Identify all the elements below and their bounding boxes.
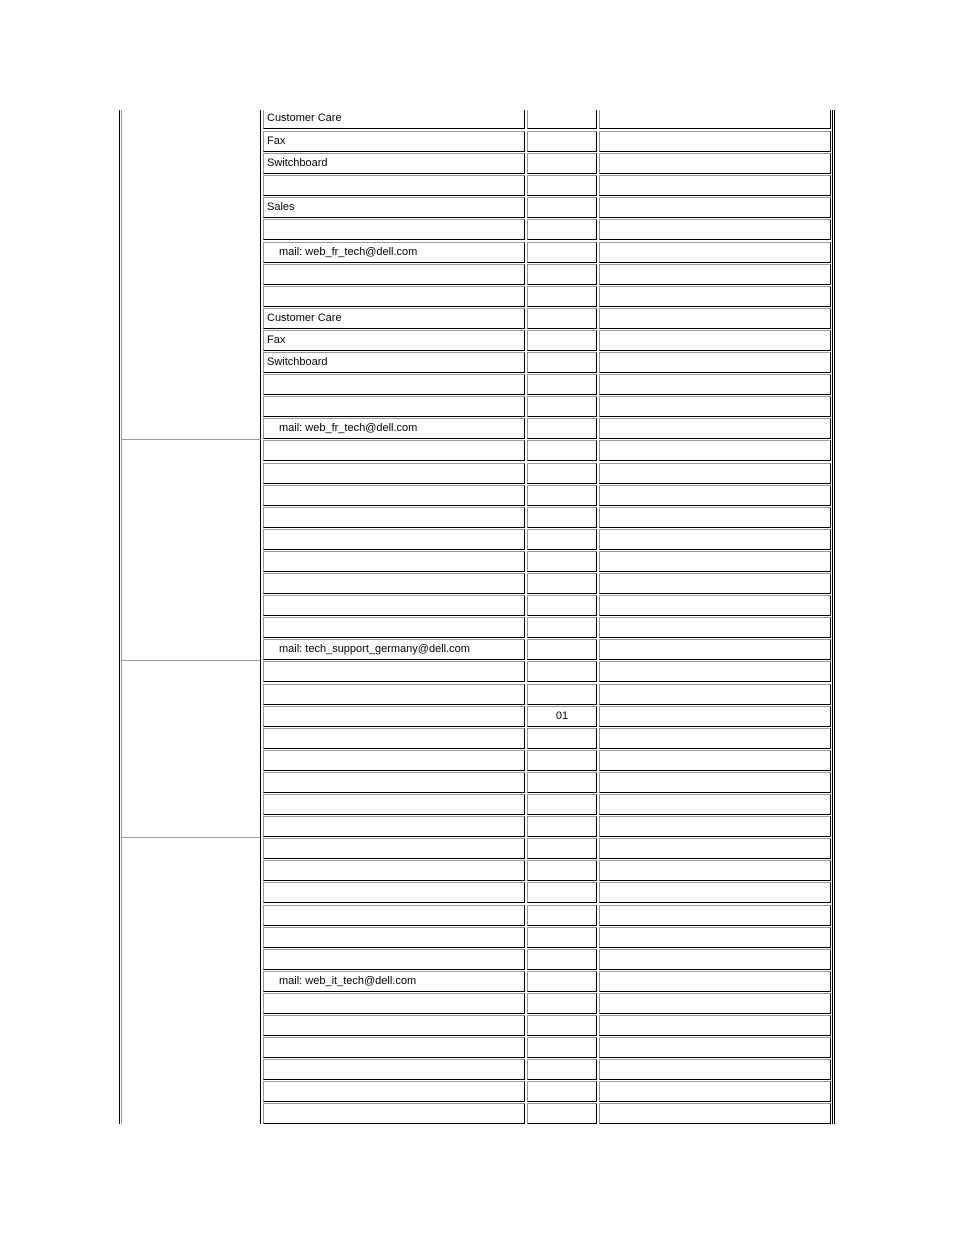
code-cell [527, 219, 597, 240]
country-group-cell [121, 439, 261, 661]
service-cell [263, 750, 525, 771]
code-cell [527, 750, 597, 771]
code-cell [527, 838, 597, 859]
code-cell [527, 153, 597, 174]
service-cell [263, 1037, 525, 1058]
code-cell [527, 463, 597, 484]
code-cell [527, 1103, 597, 1124]
code-cell [527, 1037, 597, 1058]
service-cell: Customer Care [263, 110, 525, 129]
code-cell [527, 264, 597, 285]
code-cell [527, 1059, 597, 1080]
service-cell [263, 374, 525, 395]
number-cell [599, 905, 831, 926]
service-cell [263, 617, 525, 638]
service-cell [263, 219, 525, 240]
number-cell [599, 219, 831, 240]
code-cell [527, 440, 597, 461]
code-cell [527, 308, 597, 329]
service-cell: Fax [263, 330, 525, 351]
service-cell [263, 529, 525, 550]
country-group-cell [121, 837, 261, 1124]
number-cell [599, 617, 831, 638]
service-cell: mail: web_fr_tech@dell.com [263, 242, 525, 263]
service-cell [263, 440, 525, 461]
service-cell [263, 1081, 525, 1102]
number-cell [599, 595, 831, 616]
number-cell [599, 286, 831, 307]
number-cell [599, 927, 831, 948]
service-cell [263, 949, 525, 970]
service-cell [263, 396, 525, 417]
number-cell [599, 639, 831, 660]
code-cell [527, 485, 597, 506]
code-cell [527, 396, 597, 417]
number-cell [599, 750, 831, 771]
service-cell [263, 993, 525, 1014]
code-cell [527, 684, 597, 705]
code-cell [527, 661, 597, 682]
number-cell [599, 131, 831, 152]
code-cell [527, 816, 597, 837]
service-cell [263, 661, 525, 682]
service-cell [263, 794, 525, 815]
number-cell [599, 794, 831, 815]
code-cell [527, 860, 597, 881]
service-cell: Sales [263, 197, 525, 218]
number-cell [599, 308, 831, 329]
number-cell [599, 971, 831, 992]
service-cell: mail: tech_support_germany@dell.com [263, 639, 525, 660]
number-cell [599, 816, 831, 837]
number-cell [599, 661, 831, 682]
number-cell [599, 551, 831, 572]
service-cell [263, 175, 525, 196]
number-cell [599, 1015, 831, 1036]
code-cell [527, 573, 597, 594]
service-cell [263, 728, 525, 749]
code-cell [527, 507, 597, 528]
code-cell [527, 330, 597, 351]
code-cell [527, 418, 597, 439]
service-cell [263, 1015, 525, 1036]
code-cell [527, 993, 597, 1014]
code-cell [527, 131, 597, 152]
code-cell [527, 352, 597, 373]
code-cell [527, 617, 597, 638]
number-cell [599, 772, 831, 793]
number-cell [599, 418, 831, 439]
number-cell [599, 175, 831, 196]
service-cell [263, 595, 525, 616]
service-cell [263, 573, 525, 594]
service-cell [263, 1059, 525, 1080]
code-cell [527, 728, 597, 749]
code-cell [527, 197, 597, 218]
code-cell [527, 882, 597, 903]
number-cell [599, 507, 831, 528]
number-cell [599, 684, 831, 705]
number-cell [599, 1081, 831, 1102]
code-cell [527, 905, 597, 926]
service-cell: Customer Care [263, 308, 525, 329]
service-cell: Fax [263, 131, 525, 152]
number-cell [599, 153, 831, 174]
service-cell [263, 816, 525, 837]
code-cell [527, 286, 597, 307]
number-cell [599, 264, 831, 285]
code-cell [527, 1015, 597, 1036]
number-cell [599, 242, 831, 263]
service-cell [263, 551, 525, 572]
service-cell [263, 463, 525, 484]
number-cell [599, 882, 831, 903]
country-group-cell [121, 660, 261, 838]
number-cell [599, 374, 831, 395]
service-cell [263, 838, 525, 859]
code-cell [527, 110, 597, 129]
number-cell [599, 1103, 831, 1124]
service-cell [263, 485, 525, 506]
code-cell [527, 595, 597, 616]
number-cell [599, 197, 831, 218]
number-cell [599, 440, 831, 461]
number-cell [599, 993, 831, 1014]
code-cell [527, 794, 597, 815]
number-cell [599, 110, 831, 129]
service-cell [263, 507, 525, 528]
code-cell [527, 949, 597, 970]
service-cell [263, 1103, 525, 1124]
service-cell [263, 264, 525, 285]
service-cell: mail: web_fr_tech@dell.com [263, 418, 525, 439]
service-cell [263, 860, 525, 881]
service-cell: Switchboard [263, 352, 525, 373]
code-cell [527, 772, 597, 793]
number-cell [599, 1059, 831, 1080]
code-cell [527, 639, 597, 660]
number-cell [599, 573, 831, 594]
code-cell [527, 551, 597, 572]
service-cell [263, 927, 525, 948]
service-cell: Switchboard [263, 153, 525, 174]
number-cell [599, 949, 831, 970]
code-cell [527, 374, 597, 395]
number-cell [599, 1037, 831, 1058]
number-cell [599, 330, 831, 351]
number-cell [599, 529, 831, 550]
code-cell [527, 175, 597, 196]
number-cell [599, 838, 831, 859]
number-cell [599, 352, 831, 373]
service-cell [263, 882, 525, 903]
service-cell [263, 905, 525, 926]
code-cell [527, 1081, 597, 1102]
number-cell [599, 706, 831, 727]
number-cell [599, 396, 831, 417]
code-cell: 01 [527, 706, 597, 727]
country-group-cell [121, 110, 261, 440]
number-cell [599, 860, 831, 881]
code-cell [527, 927, 597, 948]
code-cell [527, 529, 597, 550]
service-cell [263, 772, 525, 793]
code-cell [527, 971, 597, 992]
service-cell [263, 684, 525, 705]
number-cell [599, 485, 831, 506]
service-cell [263, 706, 525, 727]
table-right-border [832, 110, 835, 1124]
number-cell [599, 728, 831, 749]
service-cell [263, 286, 525, 307]
number-cell [599, 463, 831, 484]
code-cell [527, 242, 597, 263]
service-cell: mail: web_it_tech@dell.com [263, 971, 525, 992]
